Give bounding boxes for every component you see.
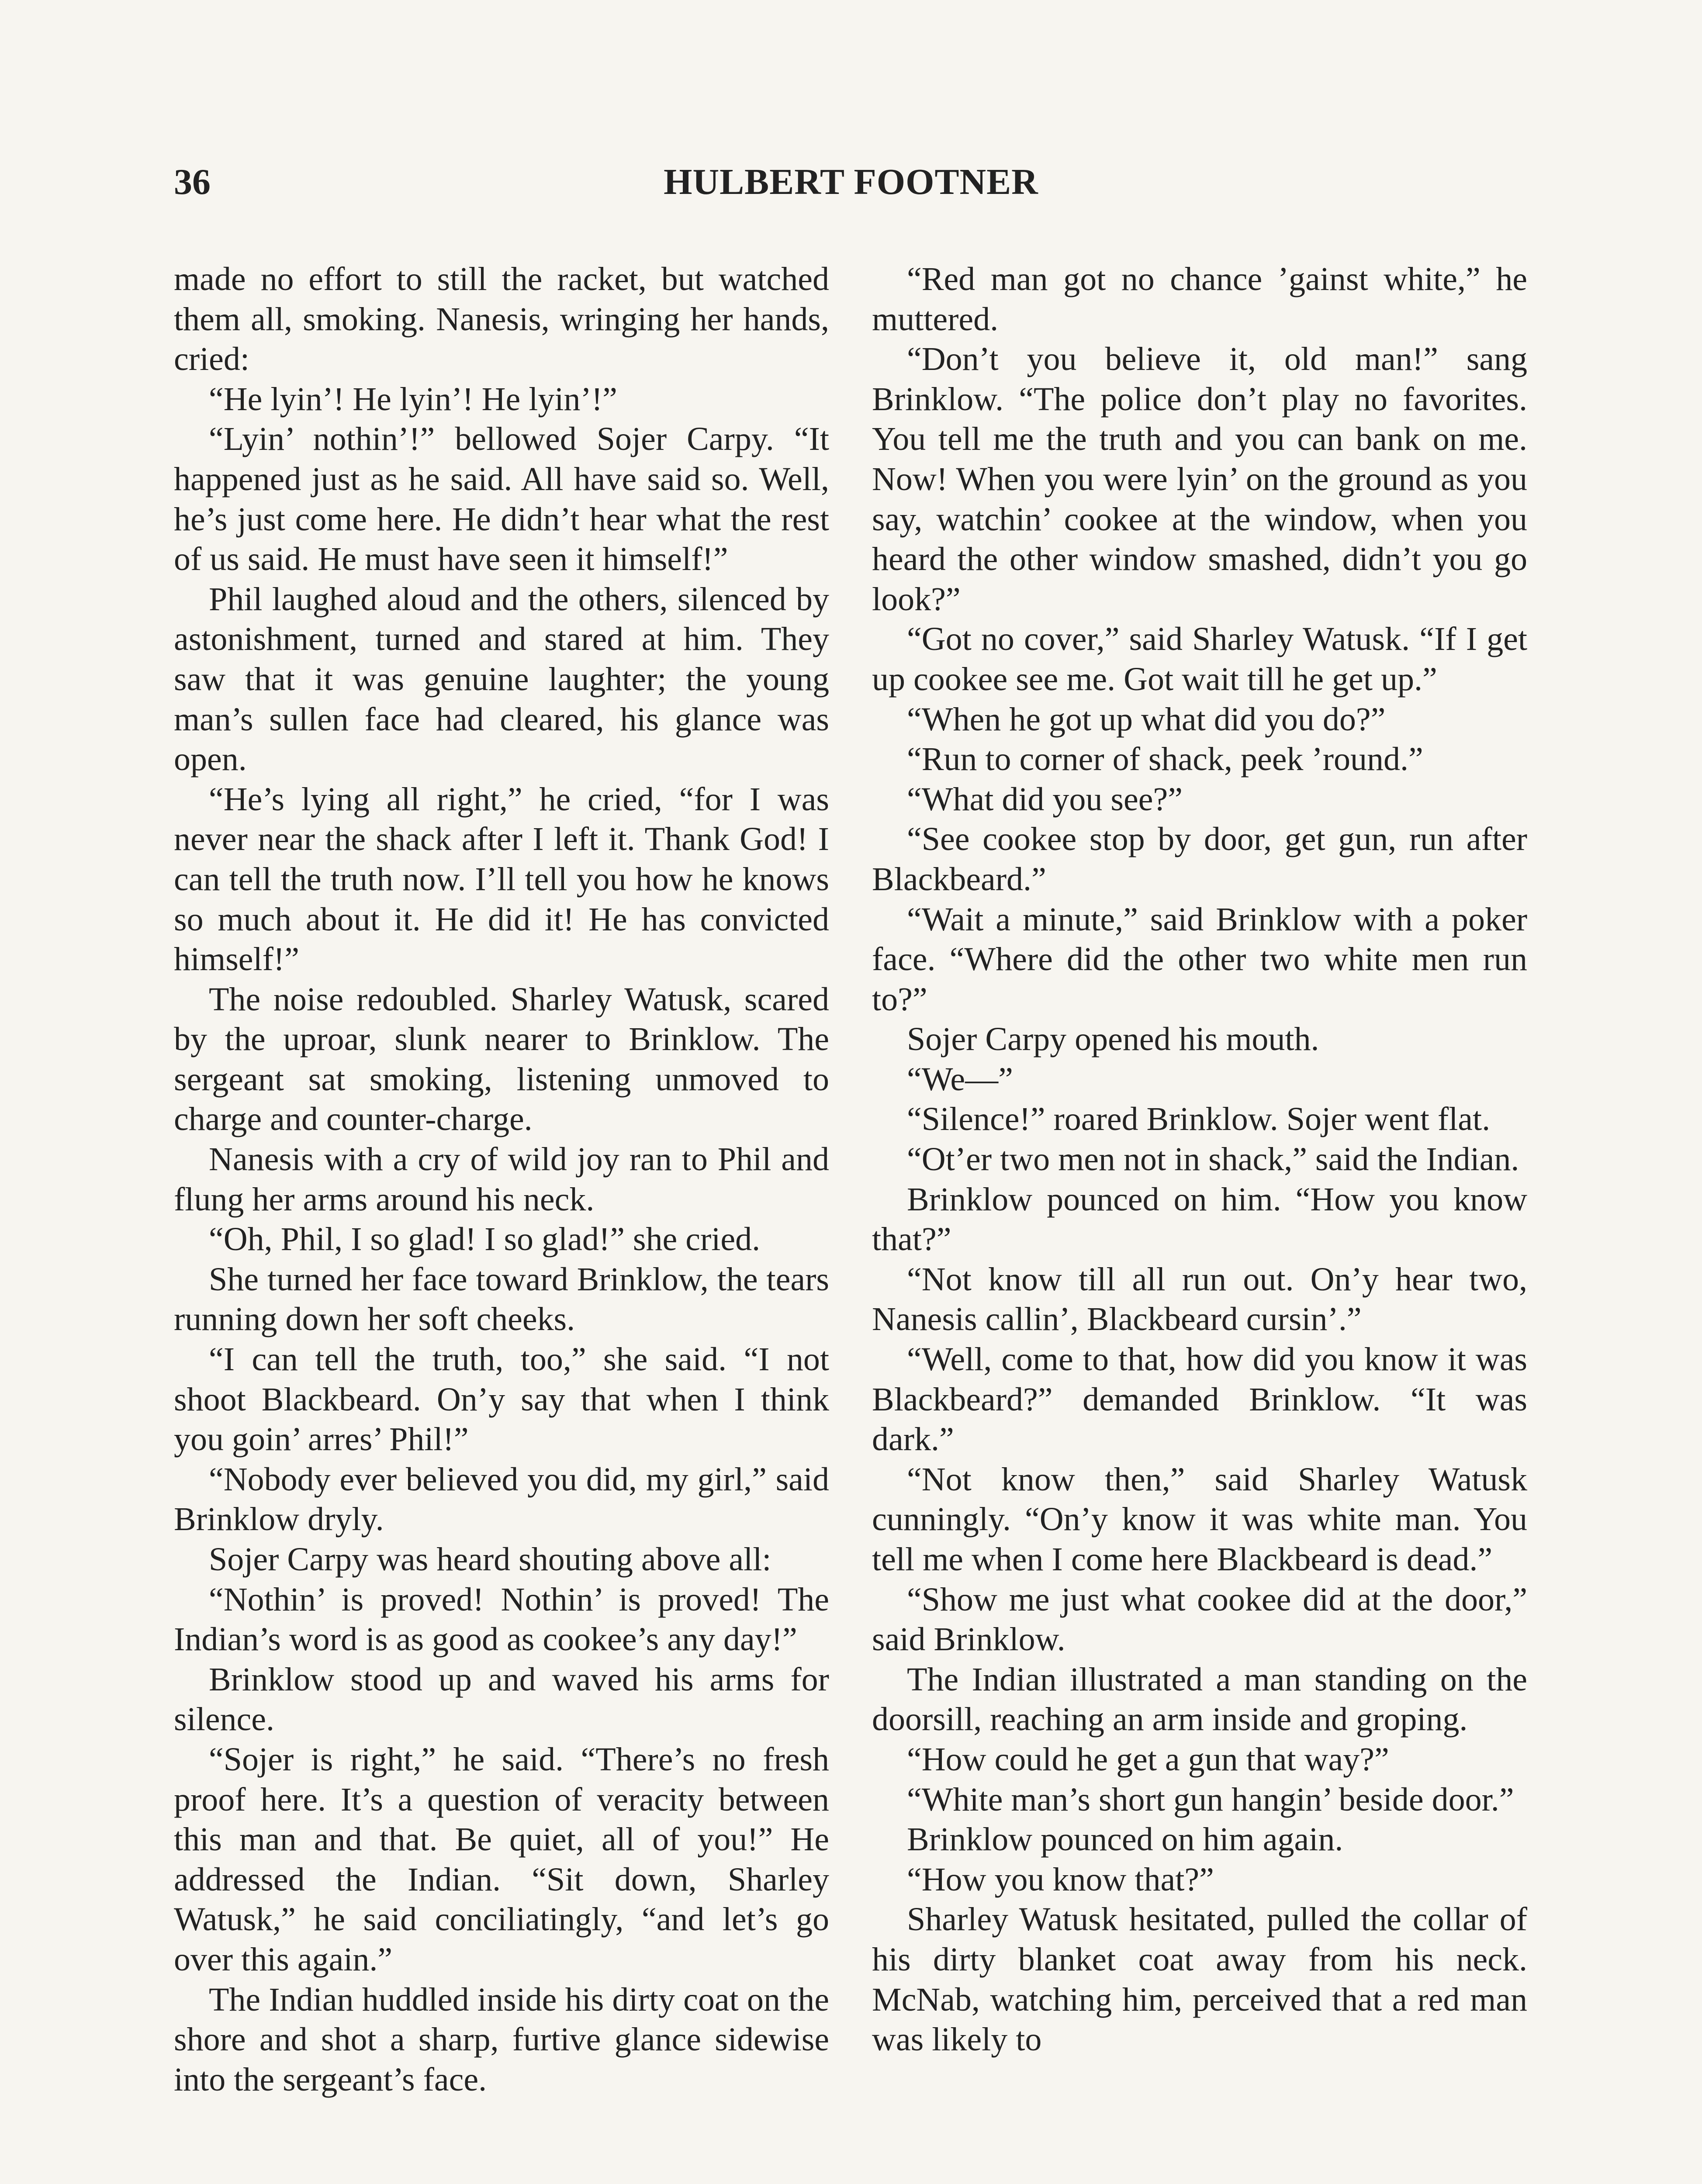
paragraph: “He lyin’! He lyin’! He lyin’!” — [209, 380, 617, 418]
paragraph: “When he got up what did you do?” — [907, 701, 1386, 738]
paragraph: Phil laughed aloud and the others, silenced by astonishment, turned and stared at him. They saw that it was genuine laughter; the young man’s sullen face had cleared, his glance was open. — [174, 581, 829, 778]
paragraph: Sharley Watusk hesitated, pulled the collar of his dirty blanket coat away from his neck. McNab, watching him, perceived that a red man was likely to — [872, 1901, 1527, 2058]
paragraph: “How you know that?” — [907, 1861, 1214, 1898]
paragraph: “Got no cover,” said Sharley Watusk. “If I get up cookee see me. Got wait till he get up.” — [872, 621, 1527, 698]
paragraph: “Silence!” roared Brinklow. Sojer went flat. — [907, 1101, 1491, 1138]
paragraph: “Not know then,” said Sharley Watusk cunningly. “On’y know it was white man. You tell me when I come here Blackbeard is dead.” — [872, 1461, 1527, 1578]
paragraph: The noise redoubled. Sharley Watusk, scared by the uproar, slunk nearer to Brinklow. The sergeant sat smoking, listening unmoved to charge and counter-charge. — [174, 981, 829, 1138]
paragraph: “I can tell the truth, too,” she said. “I not shoot Blackbeard. On’y say that when I think you goin’ arres’ Phil!” — [174, 1341, 829, 1458]
paragraph: The Indian illustrated a man standing on the doorsill, reaching an arm inside and groping. — [872, 1661, 1527, 1738]
paragraph: “Lyin’ nothin’!” bellowed Sojer Carpy. “It happened just as he said. All have said so. Well, he’s just come here. He didn’t hear what the rest of us said. He must have seen it himself!” — [174, 421, 829, 578]
paragraph: Brinklow stood up and waved his arms for silence. — [174, 1661, 829, 1738]
paragraph: “Sojer is right,” he said. “There’s no fresh proof here. It’s a question of veracity between this man and that. Be quiet, all of you!” He addressed the Indian. “Sit down, Sharley Watusk,” he said conciliatingly, “and let’s go over this again.” — [174, 1741, 829, 1978]
paragraph: “White man’s short gun hangin’ beside door.” — [907, 1781, 1514, 1818]
paragraph: Sojer Carpy opened his mouth. — [907, 1021, 1319, 1058]
paragraph: “We—” — [907, 1061, 1013, 1098]
paragraph: made no effort to still the racket, but watched them all, smoking. Nanesis, wringing her hands, cried: — [174, 261, 829, 378]
paragraph: “Don’t you believe it, old man!” sang Brinklow. “The police don’t play no favorites. You tell me the truth and you can bank on me. Now! When you were lyin’ on the ground as you say, watchin’ cookee at the window, when you heard the other window smashed, didn’t you go look?” — [872, 341, 1527, 618]
paragraph: Sojer Carpy was heard shouting above all: — [209, 1541, 771, 1578]
paragraph: “Ot’er two men not in shack,” said the Indian. — [907, 1141, 1519, 1178]
paragraph: “Well, come to that, how did you know it was Blackbeard?” demanded Brinklow. “It was dark.” — [872, 1341, 1527, 1458]
paragraph: “Show me just what cookee did at the door,” said Brinklow. — [872, 1581, 1527, 1658]
paragraph: “See cookee stop by door, get gun, run after Blackbeard.” — [872, 821, 1527, 898]
paragraph: “Oh, Phil, I so glad! I so glad!” she cried. — [209, 1221, 761, 1258]
paragraph: Nanesis with a cry of wild joy ran to Phil and flung her arms around his neck. — [174, 1141, 829, 1218]
paragraph: “Red man got no chance ’gainst white,” he muttered. — [872, 261, 1527, 338]
paragraph: “Nobody ever believed you did, my girl,” said Brinklow dryly. — [174, 1461, 829, 1538]
paragraph: Brinklow pounced on him again. — [907, 1821, 1343, 1858]
paragraph: “Not know till all run out. On’y hear two, Nanesis callin’, Blackbeard cursin’.” — [872, 1261, 1527, 1338]
paragraph: She turned her face toward Brinklow, the tears running down her soft cheeks. — [174, 1261, 829, 1338]
paragraph: “What did you see?” — [907, 781, 1183, 818]
paragraph: “Wait a minute,” said Brinklow with a poker face. “Where did the other two white men run to?” — [872, 901, 1527, 1018]
paragraph: “How could he get a gun that way?” — [907, 1741, 1389, 1778]
paragraph: “He’s lying all right,” he cried, “for I was never near the shack after I left it. Thank God! I can tell the truth now. I’ll tell you how he knows so much about it. He did it! He has convicted himself!” — [174, 781, 829, 978]
paragraph: “Run to corner of shack, peek ’round.” — [907, 741, 1423, 778]
page-number: 36 — [174, 162, 211, 202]
right-column — [872, 259, 1527, 2060]
left-column — [174, 259, 829, 2100]
paragraph: “Nothin’ is proved! Nothin’ is proved! The Indian’s word is as good as cookee’s any day!” — [174, 1581, 829, 1658]
running-head: HULBERT FOOTNER — [664, 162, 1038, 202]
paragraph: The Indian huddled inside his dirty coat on the shore and shot a sharp, furtive glance sidewise into the sergeant’s face. — [174, 1981, 829, 2098]
paragraph: Brinklow pounced on him. “How you know that?” — [872, 1181, 1527, 1258]
